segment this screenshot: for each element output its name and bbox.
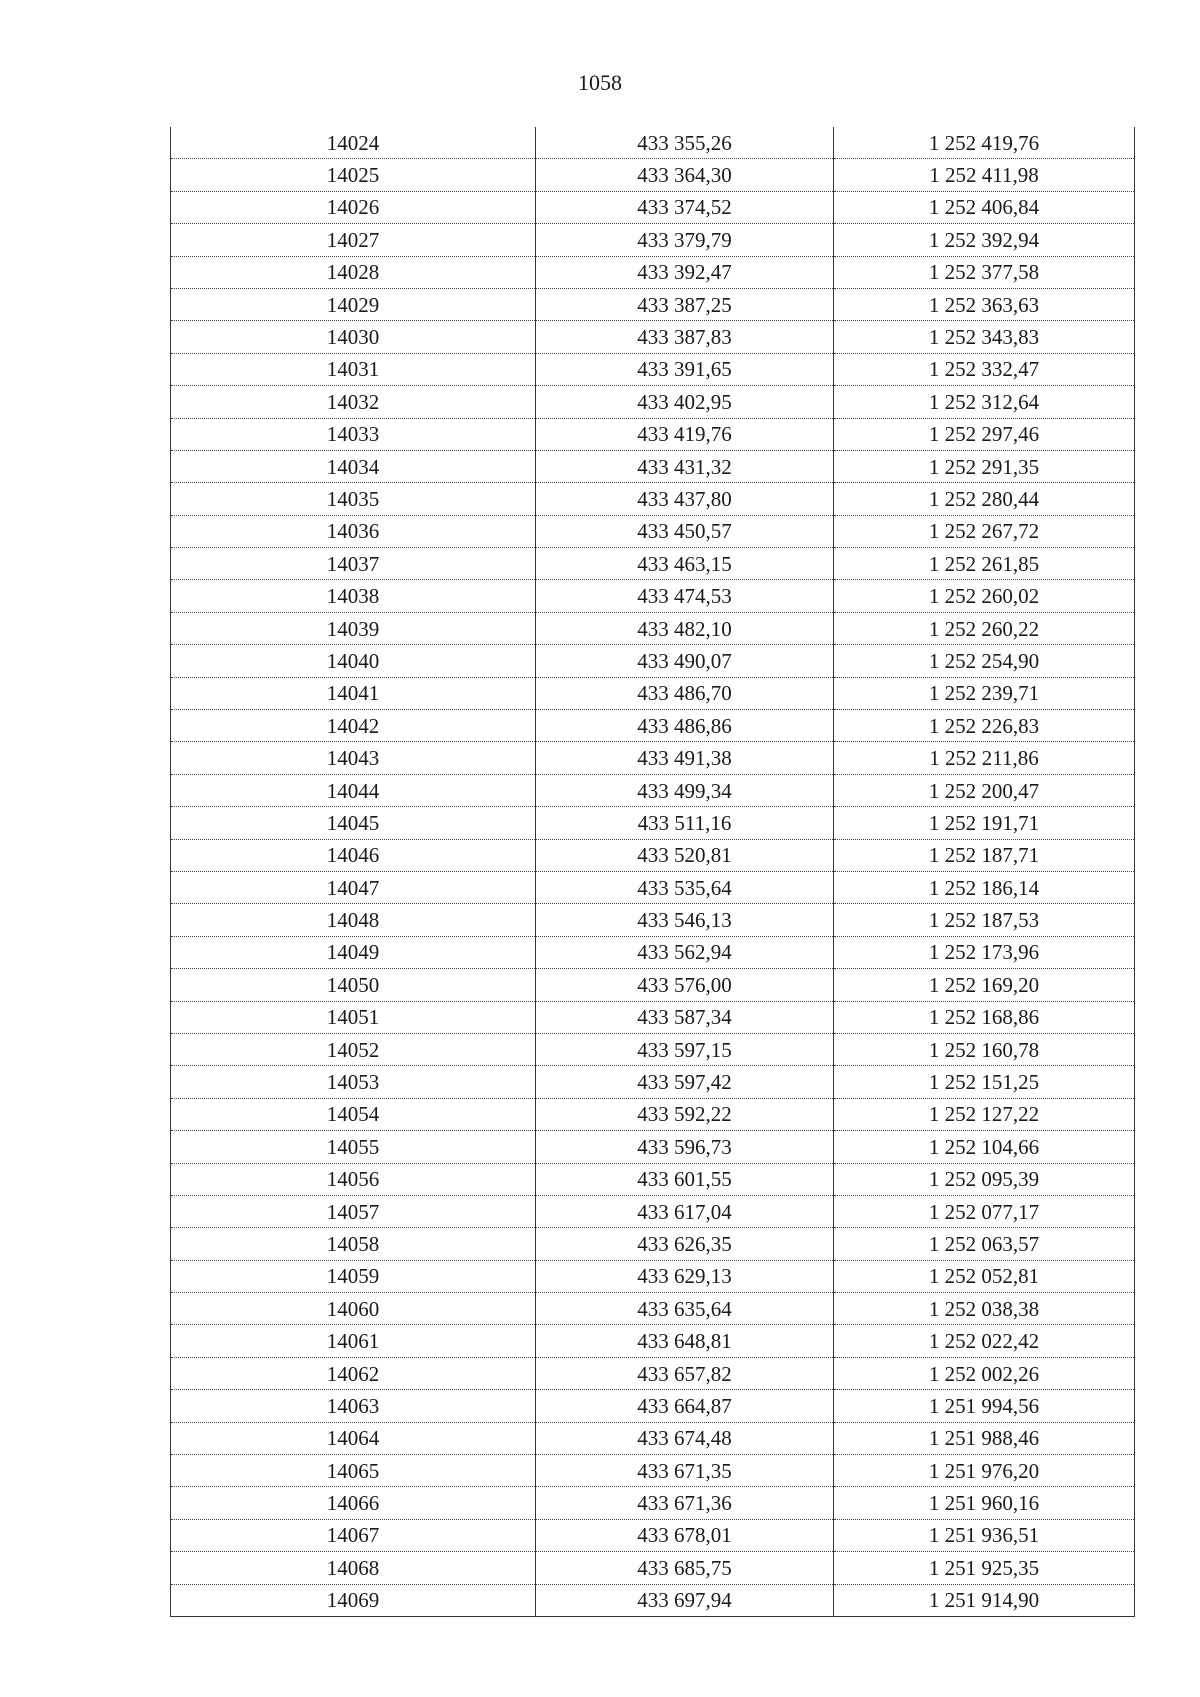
table-row [171, 256, 1135, 288]
x-coordinate-cell: 433 635,64 [536, 1293, 834, 1325]
table-row [171, 386, 1135, 418]
point-number-cell: 14045 [171, 807, 536, 839]
table-row [171, 1195, 1135, 1227]
x-coordinate-cell: 433 562,94 [536, 936, 834, 968]
x-coordinate-cell: 433 546,13 [536, 904, 834, 936]
table-row [171, 418, 1135, 450]
y-coordinate-cell: 1 251 914,90 [834, 1584, 1135, 1616]
x-coordinate-cell: 433 678,01 [536, 1519, 834, 1551]
point-number-cell: 14024 [326, 130, 380, 155]
point-number-cell: 14029 [171, 288, 536, 320]
y-coordinate-cell: 1 252 187,71 [834, 839, 1135, 871]
y-coordinate-cell: 1 252 038,38 [834, 1293, 1135, 1325]
point-number-cell: 14067 [171, 1519, 536, 1551]
y-coordinate-cell: 1 252 312,64 [834, 386, 1135, 418]
y-coordinate-cell: 1 252 392,94 [834, 224, 1135, 256]
table-row [171, 936, 1135, 968]
x-coordinate-cell: 433 697,94 [536, 1584, 834, 1616]
table-row [171, 127, 1135, 159]
x-coordinate-cell: 433 499,34 [536, 774, 834, 806]
x-coordinate-cell: 433 587,34 [536, 1001, 834, 1033]
y-coordinate-cell: 1 252 343,83 [834, 321, 1135, 353]
x-coordinate-cell: 433 671,36 [536, 1487, 834, 1519]
x-coordinate-cell: 433 657,82 [536, 1357, 834, 1389]
x-coordinate-cell: 433 629,13 [536, 1260, 834, 1292]
table-row [171, 612, 1135, 644]
x-coordinate-cell: 433 387,83 [536, 321, 834, 353]
y-coordinate-cell: 1 252 254,90 [834, 645, 1135, 677]
y-coordinate-cell: 1 252 022,42 [834, 1325, 1135, 1357]
table-row [171, 1325, 1135, 1357]
x-coordinate-cell: 433 685,75 [536, 1552, 834, 1584]
y-coordinate-cell: 1 252 260,02 [834, 580, 1135, 612]
x-coordinate-cell: 433 450,57 [536, 515, 834, 547]
point-number-cell: 14047 [171, 871, 536, 903]
table-row [171, 191, 1135, 223]
y-coordinate-cell: 1 252 191,71 [834, 807, 1135, 839]
x-coordinate-cell: 433 674,48 [536, 1422, 834, 1454]
point-number-cell: 14054 [171, 1098, 536, 1130]
coordinates-table-body [171, 127, 1135, 1616]
table-row [171, 904, 1135, 936]
table-row [171, 159, 1135, 191]
point-number-cell: 14044 [171, 774, 536, 806]
point-number-cell: 14037 [171, 548, 536, 580]
table-row [171, 321, 1135, 353]
x-coordinate-cell: 433 601,55 [536, 1163, 834, 1195]
y-coordinate-cell: 1 252 173,96 [834, 936, 1135, 968]
x-coordinate-cell: 433 437,80 [536, 483, 834, 515]
x-coordinate-cell: 433 597,42 [536, 1066, 834, 1098]
x-coordinate-cell: 433 664,87 [536, 1390, 834, 1422]
point-number-cell: 14061 [171, 1325, 536, 1357]
x-coordinate-cell: 433 490,07 [536, 645, 834, 677]
table-row [171, 353, 1135, 385]
table-row [171, 1260, 1135, 1292]
y-coordinate-cell: 1 252 267,72 [834, 515, 1135, 547]
x-coordinate-cell: 433 648,81 [536, 1325, 834, 1357]
table-row [171, 645, 1135, 677]
point-number-cell: 14042 [171, 710, 536, 742]
y-coordinate-cell: 1 252 127,22 [834, 1098, 1135, 1130]
y-coordinate-cell: 1 252 261,85 [834, 548, 1135, 580]
y-coordinate-cell: 1 251 925,35 [834, 1552, 1135, 1584]
point-number-cell: 14066 [171, 1487, 536, 1519]
y-coordinate-cell: 1 252 211,86 [834, 742, 1135, 774]
table-row [171, 483, 1135, 515]
table-row [171, 1390, 1135, 1422]
table-row [171, 515, 1135, 547]
y-coordinate-cell: 1 252 280,44 [834, 483, 1135, 515]
x-coordinate-cell: 433 431,32 [536, 450, 834, 482]
point-number-cell: 14063 [171, 1390, 536, 1422]
y-coordinate-cell: 1 252 160,78 [834, 1033, 1135, 1065]
table-row [171, 1066, 1135, 1098]
x-coordinate-cell: 433 671,35 [536, 1455, 834, 1487]
x-coordinate-cell: 433 592,22 [536, 1098, 834, 1130]
x-coordinate-cell: 433 535,64 [536, 871, 834, 903]
x-coordinate-cell: 433 482,10 [536, 612, 834, 644]
point-number-cell: 14043 [171, 742, 536, 774]
point-number-cell: 14056 [171, 1163, 536, 1195]
x-coordinate-cell: 433 374,52 [536, 191, 834, 223]
x-coordinate-cell: 433 486,70 [536, 677, 834, 709]
y-coordinate-cell: 1 252 169,20 [834, 969, 1135, 1001]
point-number-cell: 14065 [171, 1455, 536, 1487]
y-coordinate-cell: 1 252 187,53 [834, 904, 1135, 936]
table-row [171, 1552, 1135, 1584]
table-row [171, 710, 1135, 742]
y-coordinate-cell: 1 252 419,76 [834, 127, 1135, 159]
y-coordinate-cell: 1 252 002,26 [834, 1357, 1135, 1389]
point-number-cell: 14040 [171, 645, 536, 677]
point-number-cell: 14060 [171, 1293, 536, 1325]
table-row [171, 1487, 1135, 1519]
y-coordinate-cell: 1 252 363,63 [834, 288, 1135, 320]
table-row [171, 1422, 1135, 1454]
table-row [171, 774, 1135, 806]
y-coordinate-cell: 1 252 186,14 [834, 871, 1135, 903]
point-number-cell: 14068 [171, 1552, 536, 1584]
point-number-cell: 14036 [171, 515, 536, 547]
y-coordinate-cell: 1 251 994,56 [834, 1390, 1135, 1422]
point-number-cell: 14057 [171, 1195, 536, 1227]
y-coordinate-cell: 1 251 976,20 [834, 1455, 1135, 1487]
point-number-cell: 14035 [171, 483, 536, 515]
point-number-cell: 14039 [171, 612, 536, 644]
y-coordinate-cell: 1 252 297,46 [834, 418, 1135, 450]
point-number-cell: 14028 [171, 256, 536, 288]
point-number-cell: 14027 [171, 224, 536, 256]
x-coordinate-cell: 433 491,38 [536, 742, 834, 774]
y-coordinate-cell: 1 252 077,17 [834, 1195, 1135, 1227]
x-coordinate-cell: 433 474,53 [536, 580, 834, 612]
table-row [171, 742, 1135, 774]
x-coordinate-cell: 433 387,25 [536, 288, 834, 320]
table-row [171, 1519, 1135, 1551]
table-row [171, 1033, 1135, 1065]
x-coordinate-cell: 433 511,16 [536, 807, 834, 839]
point-number-cell: 14030 [171, 321, 536, 353]
point-number-cell: 14058 [171, 1228, 536, 1260]
y-coordinate-cell: 1 251 988,46 [834, 1422, 1135, 1454]
point-number-cell: 14031 [171, 353, 536, 385]
point-number-cell: 14038 [171, 580, 536, 612]
point-number-cell: 14055 [171, 1131, 536, 1163]
x-coordinate-cell: 433 379,79 [536, 224, 834, 256]
table-row [171, 450, 1135, 482]
table-row [171, 1001, 1135, 1033]
y-coordinate-cell: 1 252 095,39 [834, 1163, 1135, 1195]
table-row [171, 969, 1135, 1001]
point-number-cell: 14062 [171, 1357, 536, 1389]
x-coordinate-cell: 433 463,15 [536, 548, 834, 580]
table-row [171, 224, 1135, 256]
x-coordinate-cell: 433 355,26 [536, 127, 834, 159]
x-coordinate-cell: 433 597,15 [536, 1033, 834, 1065]
y-coordinate-cell: 1 252 239,71 [834, 677, 1135, 709]
table-row [171, 1163, 1135, 1195]
y-coordinate-cell: 1 252 291,35 [834, 450, 1135, 482]
table-row [171, 677, 1135, 709]
y-coordinate-cell: 1 252 200,47 [834, 774, 1135, 806]
point-number-cell: 14050 [171, 969, 536, 1001]
table-row [171, 1455, 1135, 1487]
point-number-cell: 14053 [171, 1066, 536, 1098]
point-number-cell: 14048 [171, 904, 536, 936]
point-number-cell: 14069 [171, 1584, 536, 1616]
x-coordinate-cell: 433 391,65 [536, 353, 834, 385]
y-coordinate-cell: 1 252 063,57 [834, 1228, 1135, 1260]
point-number-cell: 14025 [171, 159, 536, 191]
point-number-cell: 14026 [171, 191, 536, 223]
table-row [171, 288, 1135, 320]
y-coordinate-cell: 1 252 406,84 [834, 191, 1135, 223]
table-row [171, 871, 1135, 903]
y-coordinate-cell: 1 252 168,86 [834, 1001, 1135, 1033]
point-number-cell: 14049 [171, 936, 536, 968]
point-number-cell: 14051 [171, 1001, 536, 1033]
x-coordinate-cell: 433 596,73 [536, 1131, 834, 1163]
y-coordinate-cell: 1 252 052,81 [834, 1260, 1135, 1292]
y-coordinate-cell: 1 252 377,58 [834, 256, 1135, 288]
page-number: 1058 [578, 70, 622, 95]
table-row [171, 1584, 1135, 1616]
point-number-cell: 14064 [171, 1422, 536, 1454]
y-coordinate-cell: 1 251 960,16 [834, 1487, 1135, 1519]
y-coordinate-cell: 1 251 936,51 [834, 1519, 1135, 1551]
x-coordinate-cell: 433 520,81 [536, 839, 834, 871]
y-coordinate-cell: 1 252 260,22 [834, 612, 1135, 644]
coordinates-table [170, 127, 1135, 1617]
x-coordinate-cell: 433 576,00 [536, 969, 834, 1001]
x-coordinate-cell: 433 419,76 [536, 418, 834, 450]
y-coordinate-cell: 1 252 226,83 [834, 710, 1135, 742]
point-number-cell: 14033 [171, 418, 536, 450]
table-row [171, 1293, 1135, 1325]
table-row [171, 807, 1135, 839]
table-row [171, 580, 1135, 612]
y-coordinate-cell: 1 252 411,98 [834, 159, 1135, 191]
table-row [171, 1357, 1135, 1389]
y-coordinate-cell: 1 252 332,47 [834, 353, 1135, 385]
x-coordinate-cell: 433 486,86 [536, 710, 834, 742]
x-coordinate-cell: 433 617,04 [536, 1195, 834, 1227]
point-number-cell: 14052 [171, 1033, 536, 1065]
x-coordinate-cell: 433 402,95 [536, 386, 834, 418]
x-coordinate-cell: 433 626,35 [536, 1228, 834, 1260]
point-number-cell: 14041 [171, 677, 536, 709]
x-coordinate-cell: 433 364,30 [536, 159, 834, 191]
point-number-cell: 14059 [171, 1260, 536, 1292]
x-coordinate-cell: 433 392,47 [536, 256, 834, 288]
table-row [171, 1131, 1135, 1163]
table-row [171, 839, 1135, 871]
point-number-cell: 14046 [171, 839, 536, 871]
y-coordinate-cell: 1 252 151,25 [834, 1066, 1135, 1098]
table-row [171, 1098, 1135, 1130]
point-number-cell: 14032 [171, 386, 536, 418]
point-number-cell: 14034 [171, 450, 536, 482]
table-row [171, 548, 1135, 580]
y-coordinate-cell: 1 252 104,66 [834, 1131, 1135, 1163]
table-row [171, 1228, 1135, 1260]
